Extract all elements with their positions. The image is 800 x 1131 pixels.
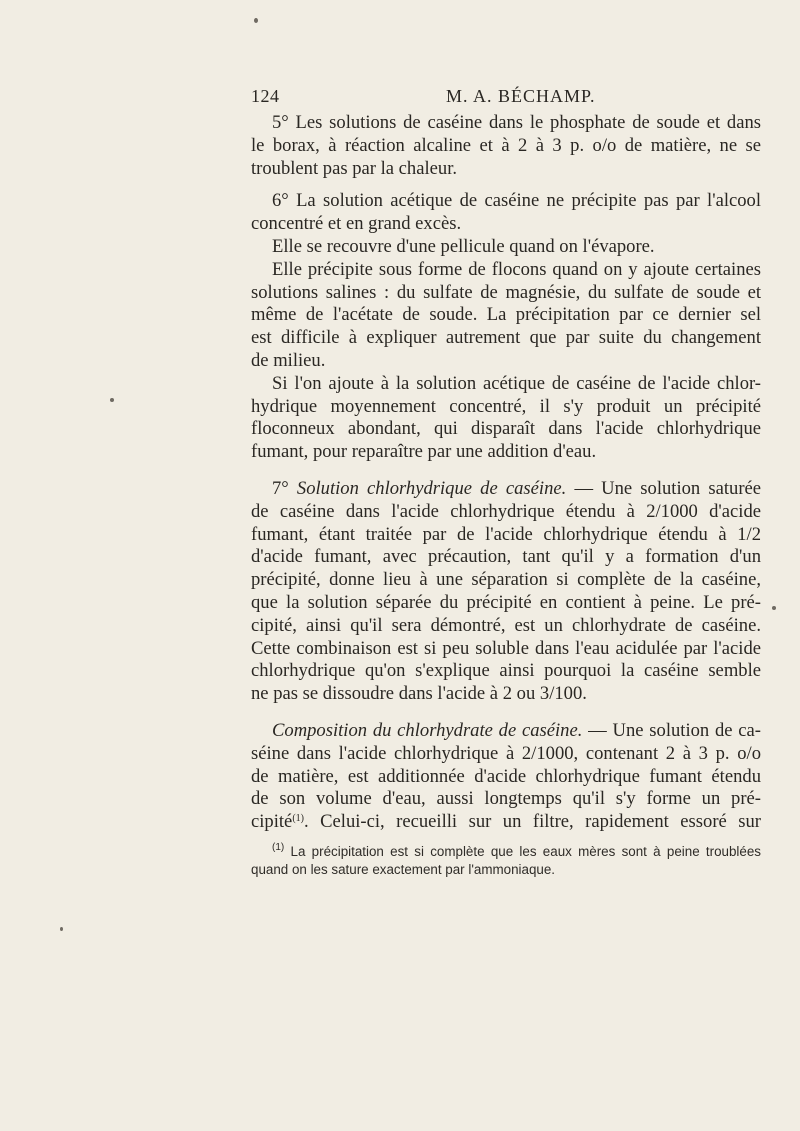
- paragraph-7-solution-chlorhydrique: [251, 478, 761, 706]
- paragraph-6: [251, 190, 761, 236]
- text-line: fumant, pour reparaître par une addition d'eau.: [251, 441, 597, 463]
- text-line: le borax, à réaction alcaline et à 2 à 3 p. o/o de matière, ne se: [251, 134, 761, 156]
- text-line: fumant, étant traitée par de l'acide chlorhydrique étendu à 1/2: [251, 523, 761, 545]
- paragraph-composition: [251, 720, 761, 834]
- paragraph-5: [251, 112, 761, 180]
- footnote-line: quand on les sature exactement par l'ammoniaque.: [251, 862, 556, 877]
- text-line: est difficile à expliquer autrement que par suite du changement: [251, 327, 761, 349]
- text-line: de son volume d'eau, aussi longtemps qu'il s'y forme un pré-: [251, 788, 761, 810]
- running-head: [251, 86, 761, 110]
- text-line: [251, 720, 761, 743]
- paper-speck: [772, 606, 776, 610]
- text-line: cipité, ainsi qu'il sera démontré, est un chlorhydrate de caséine.: [251, 614, 761, 636]
- paragraph-flocons: [251, 259, 761, 373]
- section-heading: Solution chlorhydrique de caséine.: [296, 477, 567, 499]
- text-line: Elle se recouvre d'une pellicule quand on l'évapore.: [272, 235, 655, 257]
- text-fragment: . Celui-ci, recueilli sur un filtre, rapidement essoré sur: [303, 811, 761, 833]
- section-heading: Composition du chlorhydrate de caséine.: [272, 719, 583, 741]
- paragraph-acide-chlorhydrique: [251, 373, 761, 464]
- text-line: Cette combinaison est si peu soluble dans l'eau acidulée par l'acide: [251, 637, 761, 659]
- text-line: 5° Les solutions de caséine dans le phosphate de soude et dans: [272, 112, 761, 133]
- text-line: Elle précipite sous forme de flocons quand on y ajoute certaines: [272, 258, 761, 280]
- footnote: [251, 843, 761, 879]
- text-line: que la solution séparée du précipité en contient à peine. Le pré-: [251, 591, 761, 613]
- text-line: Si l'on ajoute à la solution acétique de caséine de l'acide chlor-: [272, 372, 761, 394]
- running-title: M. A. BÉCHAMP.: [446, 86, 596, 106]
- text-line: d'acide fumant, avec précaution, tant qu'il y a formation d'un: [251, 546, 761, 568]
- text-line: précipité, donne lieu à une séparation si complète de la caséine,: [251, 569, 761, 591]
- text-line: troublent pas par la chaleur.: [251, 157, 458, 179]
- page-number: 124: [251, 86, 280, 106]
- footnote-text: La précipitation est si complète que les eaux mères sont à peine troublées: [290, 844, 761, 859]
- text-line: ne pas se dissoudre dans l'acide à 2 ou 3/100.: [251, 683, 587, 705]
- footnote-line: [251, 843, 761, 861]
- body-text: [251, 112, 761, 834]
- section-number: 7°: [272, 477, 289, 499]
- text-line: hydrique moyennement concentré, il s'y produit un précipité: [251, 395, 761, 417]
- text-line: 6° La solution acétique de caséine ne précipite pas par l'alcool: [272, 190, 761, 212]
- text-line: séine dans l'acide chlorhydrique à 2/1000, contenant 2 à 3 p. o/o: [251, 742, 761, 764]
- paper-speck: [60, 927, 63, 931]
- text-line: chlorhydrique qu'on s'explique ainsi pourquoi la caséine semble: [251, 660, 761, 682]
- text-line: de caséine dans l'acide chlorhydrique étendu à 2/1000 d'acide: [251, 500, 761, 522]
- text-line: [251, 478, 761, 501]
- footnote-marker: (1): [272, 842, 285, 853]
- text-line: floconneux abondant, qui disparaît dans l'acide chlorhydrique: [251, 418, 761, 440]
- text-line: même de l'acétate de soude. La précipitation par ce dernier sel: [251, 304, 761, 326]
- text-line: solutions salines : du sulfate de magnésie, du sulfate de soude et: [251, 281, 761, 303]
- text-line: [251, 811, 761, 834]
- footnote-reference: (1): [292, 813, 304, 825]
- paragraph-pellicule: [251, 236, 761, 259]
- heading-continuation: — Une solution saturée: [574, 477, 762, 499]
- text-line: concentré et en grand excès.: [251, 213, 462, 235]
- paper-speck: [254, 18, 258, 23]
- text-line: de milieu.: [251, 349, 326, 371]
- text-fragment: cipité: [251, 811, 293, 833]
- heading-continuation: — Une solution de ca-: [588, 719, 761, 741]
- paper-speck: [110, 398, 114, 402]
- text-line: de matière, est additionnée d'acide chlorhydrique fumant étendu: [251, 765, 761, 787]
